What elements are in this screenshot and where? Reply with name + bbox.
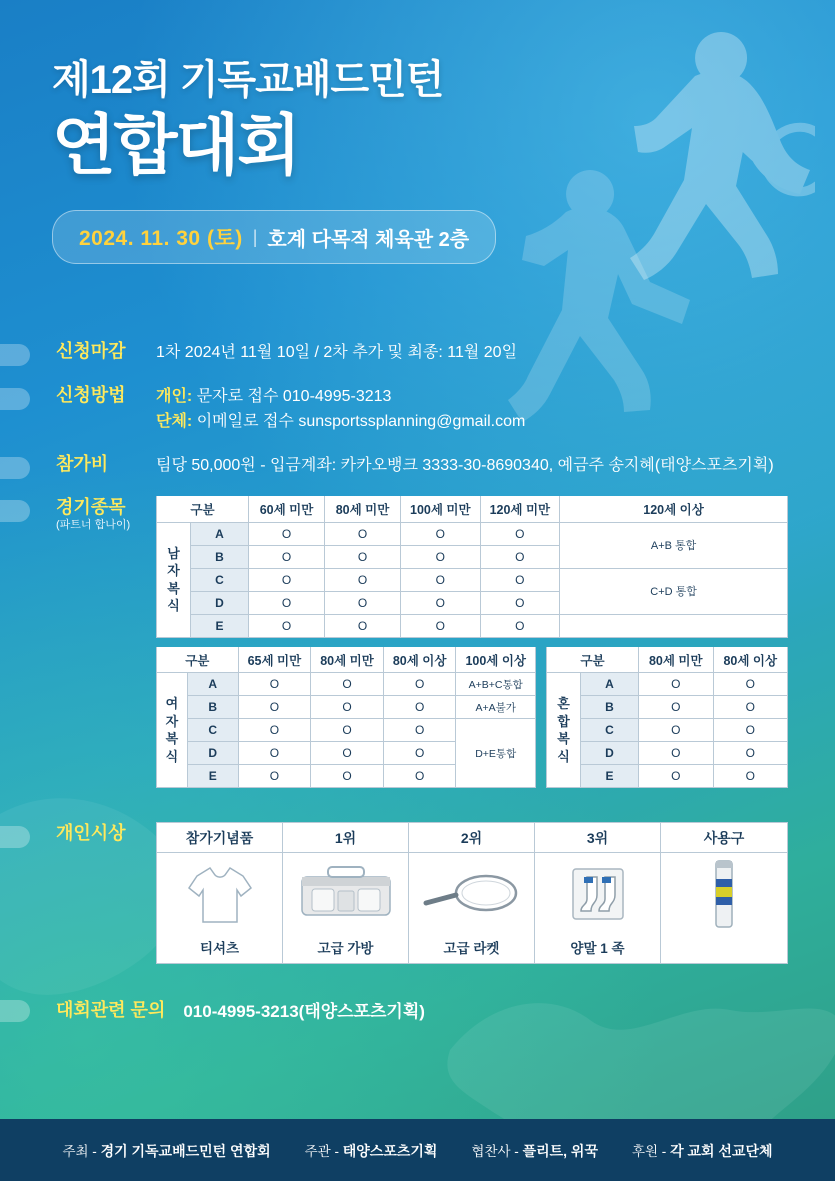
women-cell-3-2: O [383, 742, 456, 765]
method-value [156, 384, 525, 435]
title-line-1: 제12회 기독교배드민턴 [52, 58, 444, 102]
title-line-2: 연합대회 [52, 108, 300, 182]
method-group-key: 단체: [156, 413, 193, 431]
prize-col-second [409, 823, 535, 963]
events-label [56, 496, 156, 532]
prize-name-3: 양말 1 족 [570, 941, 625, 957]
table-header-row [157, 496, 788, 522]
table-body [547, 673, 788, 788]
footer-org-3: 각 교회 선교단체 [670, 1142, 773, 1159]
women-grade-0: A [187, 673, 238, 696]
men-merge-bottom: C+D 통합 [560, 568, 788, 614]
th-mixed-2: 80세 이상 [713, 647, 788, 673]
mixed-cell-4-1: O [713, 765, 788, 788]
poster-header [52, 48, 752, 264]
mixed-grade-0: A [581, 673, 639, 696]
row-tab-marker [0, 388, 30, 410]
prize-head-2: 2위 [409, 823, 534, 853]
prizes-label: 개인시상 [56, 823, 126, 844]
women-side-label: 여 자 복 식 [157, 673, 188, 788]
row-deadline [0, 340, 835, 366]
men-cell-2-0: O [249, 568, 325, 591]
tshirt-icon [157, 853, 282, 935]
method-personal-key: 개인: [156, 387, 193, 405]
th-mixed-1: 80세 미만 [639, 647, 714, 673]
th-men-2: 80세 미만 [325, 496, 401, 522]
row-contact [0, 996, 835, 1022]
footer-org-0: 경기 기독교배드민턴 연합회 [100, 1142, 271, 1159]
men-cell-1-1: O [325, 545, 401, 568]
prize-head-0: 참가기념품 [157, 823, 282, 853]
mixed-cell-1-1: O [713, 696, 788, 719]
men-side-label: 남 자 복 식 [157, 522, 191, 637]
prize-name-2: 고급 라켓 [443, 941, 500, 957]
men-cell-2-1: O [325, 568, 401, 591]
table-row [547, 742, 788, 765]
women-cell-4-2: O [383, 765, 456, 788]
mixed-cell-2-0: O [639, 719, 714, 742]
row-tab-marker [0, 826, 30, 848]
men-cell-1-3: O [480, 545, 560, 568]
women-grade-4: E [187, 765, 238, 788]
men-cell-4-2: O [401, 614, 481, 637]
men-cell-3-2: O [401, 591, 481, 614]
mixed-grade-2: C [581, 719, 639, 742]
th-women-0: 구분 [157, 647, 239, 673]
method-group-line [156, 409, 525, 435]
prize-col-third [535, 823, 661, 963]
contact-value: 010-4995-3213(태양스포츠기획) [183, 1001, 425, 1021]
poster-footer [0, 1119, 835, 1181]
table-header-row [157, 647, 536, 673]
table-row [547, 765, 788, 788]
date-place-badge [52, 210, 496, 264]
prize-head-4: 사용구 [661, 823, 787, 853]
footer-role-1: 주관 - [304, 1143, 339, 1159]
th-men-0: 구분 [157, 496, 249, 522]
footer-role-0: 주최 - [62, 1143, 97, 1159]
mixed-grade-3: D [581, 742, 639, 765]
row-tab-marker [0, 500, 30, 522]
th-women-2: 80세 미만 [311, 647, 384, 673]
women-cell-3-0: O [238, 742, 311, 765]
mixed-grade-4: E [581, 765, 639, 788]
method-personal-line [156, 384, 525, 410]
footer-org-2: 플리트, 위꾹 [522, 1142, 598, 1159]
men-cell-4-3: O [480, 614, 560, 637]
men-cell-4-0: O [249, 614, 325, 637]
row-tab-marker [0, 344, 30, 366]
table-header-row [547, 647, 788, 673]
men-cell-3-3: O [480, 591, 560, 614]
info-section [0, 340, 835, 1040]
men-merge-top: A+B 통합 [560, 522, 788, 568]
fee-value: 팀당 50,000원 - 입금계좌: 카카오뱅크 3333-30-8690340, 예금주 송지혜(태양스포츠기획) [156, 456, 774, 474]
table-row [157, 522, 788, 545]
table-head [547, 647, 788, 673]
mixed-cell-3-1: O [713, 742, 788, 765]
th-men-3: 100세 미만 [401, 496, 481, 522]
th-women-4: 100세 이상 [456, 647, 536, 673]
prize-name-1: 고급 가방 [317, 941, 374, 957]
men-cell-4-1: O [325, 614, 401, 637]
events-label-sub: (파트너 합나이) [56, 518, 131, 531]
event-place: 호계 다목적 체육관 2층 [267, 228, 470, 251]
women-cell-2-1: O [311, 719, 384, 742]
th-mixed-0: 구분 [547, 647, 639, 673]
mixed-cell-3-0: O [639, 742, 714, 765]
events-tables [156, 496, 788, 788]
mixed-side-label: 혼 합 복 식 [547, 673, 581, 788]
women-cell-4-0: O [238, 765, 311, 788]
men-cell-0-0: O [249, 522, 325, 545]
men-cell-1-0: O [249, 545, 325, 568]
footer-item-support [632, 1140, 773, 1161]
row-fee [0, 453, 835, 479]
women-cell-1-1: O [311, 696, 384, 719]
method-label: 신청방법 [56, 384, 126, 405]
table-row [547, 673, 788, 696]
women-note-top-1: A+B+C통합 [456, 673, 536, 696]
women-note-top-2: A+A불가 [456, 696, 536, 719]
bag-icon [283, 853, 408, 935]
prize-name-0: 티셔츠 [199, 941, 240, 957]
men-grade-4: E [191, 614, 249, 637]
contact-label: 대회관련 문의 [56, 1000, 166, 1021]
table-row [157, 568, 788, 591]
men-cell-3-0: O [249, 591, 325, 614]
women-cell-3-1: O [311, 742, 384, 765]
table-body [157, 673, 536, 788]
table-row [157, 696, 536, 719]
mixed-cell-0-0: O [639, 673, 714, 696]
socks-icon [535, 853, 660, 935]
men-grade-0: A [191, 522, 249, 545]
women-cell-0-0: O [238, 673, 311, 696]
prize-col-shuttlecock [661, 823, 787, 963]
table-head [157, 496, 788, 522]
th-women-3: 80세 이상 [383, 647, 456, 673]
footer-role-2: 협찬사 - [471, 1143, 519, 1159]
men-cell-1-2: O [401, 545, 481, 568]
footer-item-organizer [305, 1140, 438, 1161]
th-men-1: 60세 미만 [249, 496, 325, 522]
table-mens-doubles [156, 496, 788, 638]
footer-item-host [62, 1140, 270, 1161]
prize-col-souvenir [157, 823, 283, 963]
method-personal-value: 문자로 접수 010-4995-3213 [196, 387, 392, 405]
women-cell-2-2: O [383, 719, 456, 742]
women-grade-2: C [187, 719, 238, 742]
women-cell-0-2: O [383, 673, 456, 696]
women-note-bottom: D+E통합 [456, 719, 536, 788]
mixed-cell-4-0: O [639, 765, 714, 788]
racket-icon [409, 853, 534, 935]
mixed-cell-0-1: O [713, 673, 788, 696]
prize-head-1: 1위 [283, 823, 408, 853]
row-tab-marker [0, 457, 30, 479]
mixed-cell-1-0: O [639, 696, 714, 719]
table-row [547, 696, 788, 719]
table-row [157, 614, 788, 637]
table-row [547, 719, 788, 742]
method-group-value: 이메일로 접수 sunsportssplanning@gmail.com [196, 413, 526, 431]
men-cell-0-2: O [401, 522, 481, 545]
fee-label: 참가비 [56, 453, 109, 474]
row-tab-marker [0, 1000, 30, 1022]
prize-name-4 [661, 935, 787, 963]
women-grade-1: B [187, 696, 238, 719]
prizes-section [156, 822, 788, 964]
th-women-1: 65세 미만 [238, 647, 311, 673]
row-events [0, 496, 835, 788]
men-cell-3-1: O [325, 591, 401, 614]
mixed-cell-2-1: O [713, 719, 788, 742]
row-prizes [0, 822, 835, 964]
th-men-5: 120세 이상 [560, 496, 788, 522]
tables-second-row [156, 647, 788, 789]
men-merge-empty [560, 614, 788, 637]
table-row [157, 719, 536, 742]
men-grade-2: C [191, 568, 249, 591]
deadline-value: 1차 2024년 11월 10일 / 2차 추가 및 최종: 11월 20일 [156, 344, 518, 361]
footer-item-sponsor [471, 1140, 598, 1161]
prize-table [156, 822, 788, 964]
men-cell-2-3: O [480, 568, 560, 591]
footer-org-1: 태양스포츠기획 [342, 1142, 438, 1159]
women-cell-0-1: O [311, 673, 384, 696]
table-womens-doubles [156, 647, 536, 789]
women-cell-1-0: O [238, 696, 311, 719]
men-grade-3: D [191, 591, 249, 614]
table-mixed-doubles [546, 647, 788, 789]
events-label-text: 경기종목 [56, 497, 126, 518]
women-cell-1-2: O [383, 696, 456, 719]
prize-head-3: 3위 [535, 823, 660, 853]
table-body [157, 522, 788, 637]
men-grade-1: B [191, 545, 249, 568]
women-grade-3: D [187, 742, 238, 765]
women-cell-2-0: O [238, 719, 311, 742]
badge-separator: | [252, 226, 258, 247]
table-row [157, 673, 536, 696]
deadline-label: 신청마감 [56, 341, 126, 361]
mixed-grade-1: B [581, 696, 639, 719]
row-method [0, 384, 835, 435]
table-head [157, 647, 536, 673]
women-cell-4-1: O [311, 765, 384, 788]
th-men-4: 120세 미만 [480, 496, 560, 522]
event-date: 2024. 11. 30 (토) [79, 227, 243, 251]
prize-col-first [283, 823, 409, 963]
men-cell-2-2: O [401, 568, 481, 591]
shuttlecock-tube-icon [661, 853, 787, 935]
men-cell-0-3: O [480, 522, 560, 545]
men-cell-0-1: O [325, 522, 401, 545]
footer-role-3: 후원 - [631, 1143, 667, 1159]
